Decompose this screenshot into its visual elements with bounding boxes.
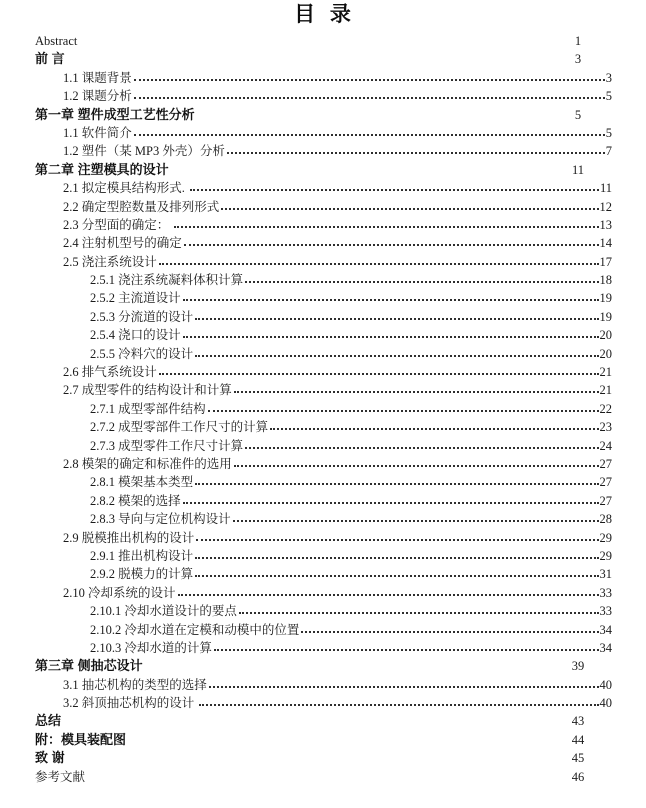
- dot-leader: [199, 704, 598, 706]
- toc-entry: [35, 602, 612, 620]
- toc-entry-label: 2.10.2 冷却水道在定模和动模中的位置: [90, 622, 300, 637]
- toc-entry-label: 2.2 确定型腔数量及排列形式: [63, 199, 220, 214]
- toc-entry-label: 附：模具装配图: [35, 731, 127, 747]
- toc-entry-label: 1.1 软件简介: [63, 125, 132, 140]
- toc-entry: [35, 418, 612, 436]
- toc-entry: [35, 529, 612, 547]
- toc-entry-label: 1.1 课题背景: [63, 70, 132, 85]
- dot-leader: [190, 189, 599, 191]
- toc-entry-label: 2.8.3 导向与定位机构设计: [90, 512, 231, 527]
- toc-entry-page: 44: [571, 732, 585, 747]
- toc-entry: [35, 547, 612, 565]
- toc-entry: [35, 565, 612, 583]
- dot-leader: [239, 612, 599, 614]
- toc-entry-page: 34: [599, 622, 612, 637]
- toc-entry: [35, 639, 612, 657]
- toc-entry-label: 2.5 浇注系统设计: [63, 254, 157, 269]
- toc-entry-label: 2.8.2 模架的选择: [90, 493, 181, 508]
- toc-entry-page: 5: [605, 125, 612, 140]
- dot-leader: [134, 134, 605, 136]
- dot-leader: [270, 428, 598, 430]
- toc-entry-label: 第二章 注塑模具的设计: [35, 161, 169, 177]
- toc-entry-page: 40: [599, 696, 612, 711]
- toc-entry-label: 第一章 塑件成型工艺性分析: [35, 106, 195, 122]
- toc-entry-label: 2.4 注射机型号的确定: [63, 236, 182, 251]
- toc-entry-label: 2.1 拟定模具结构形式.: [63, 181, 189, 196]
- toc-entry-page: 39: [571, 659, 585, 674]
- toc-entry: [35, 381, 612, 399]
- toc-entry-label: 3.1 抽芯机构的类型的选择: [63, 677, 207, 692]
- toc-entry: [35, 345, 612, 363]
- dot-leader: [195, 483, 598, 485]
- toc-entry-page: 11: [571, 162, 585, 177]
- dot-leader: [301, 631, 598, 633]
- toc-entry: [35, 749, 612, 767]
- toc-entry: [35, 712, 612, 730]
- dot-leader: [134, 97, 605, 99]
- toc-entry-page: 27: [599, 493, 612, 508]
- toc-entry: [35, 308, 612, 326]
- dot-leader: [233, 520, 599, 522]
- toc-entry: [35, 676, 612, 694]
- toc-entry-label: 2.5.3 分流道的设计: [90, 309, 194, 324]
- toc-entry-page: 19: [599, 291, 612, 306]
- dot-leader: [183, 336, 599, 338]
- dot-leader: [195, 557, 598, 559]
- toc-entry: [35, 234, 612, 252]
- toc-entry: [35, 124, 612, 142]
- toc-entry-label: 致 谢: [35, 750, 65, 766]
- toc-entry-page: 20: [599, 346, 612, 361]
- toc-entry-label: 1.2 课题分析: [63, 89, 132, 104]
- dot-leader: [184, 244, 599, 246]
- toc-entry: [35, 326, 612, 344]
- dot-leader: [245, 281, 598, 283]
- toc-entry: [35, 768, 612, 786]
- toc-entry: [35, 731, 612, 749]
- toc-entry: [35, 50, 612, 68]
- dot-leader: [159, 373, 599, 375]
- toc-entry-label: 2.9.1 推出机构设计: [90, 548, 194, 563]
- toc-entry-page: 12: [599, 199, 612, 214]
- toc-entry-page: 33: [599, 585, 612, 600]
- toc-entry-label: 2.10.1 冷却水道设计的要点: [90, 604, 237, 619]
- toc-entry-page: 5: [605, 89, 612, 104]
- toc-entry-page: 14: [599, 236, 612, 251]
- toc-entry-page: 34: [599, 640, 612, 655]
- dot-leader: [245, 447, 598, 449]
- toc-entry-label: 3.2 斜顶抽芯机构的设计: [63, 696, 198, 711]
- toc-entry: [35, 510, 612, 528]
- toc-entry-label: Abstract: [35, 34, 78, 48]
- toc-entry-label: 2.5.1 浇注系统凝料体积计算: [90, 273, 244, 288]
- toc-entry-page: 24: [599, 438, 612, 453]
- toc-entry-page: 29: [599, 530, 612, 545]
- dot-leader: [209, 686, 599, 688]
- toc-entry-page: 31: [599, 567, 612, 582]
- toc-entry-label: 2.6 排气系统设计: [63, 365, 157, 380]
- dot-leader: [196, 539, 598, 541]
- toc-entry-page: 43: [571, 714, 585, 729]
- toc-entry: [35, 216, 612, 234]
- toc-entry-page: 27: [599, 456, 612, 471]
- toc-entry-page: 17: [599, 254, 612, 269]
- dot-leader: [227, 152, 605, 154]
- toc-entry-label: 2.7.2 成型零部件工作尺寸的计算: [90, 420, 269, 435]
- toc-entry-page: 11: [599, 181, 612, 196]
- dot-leader: [221, 208, 598, 210]
- toc-entry-label: 2.7.1 成型零部件结构: [90, 401, 206, 416]
- toc-entry: [35, 87, 612, 105]
- toc-entry: [35, 32, 612, 50]
- toc-entry: [35, 584, 612, 602]
- toc-entry-label: 1.2 塑件（某 MP3 外壳）分析: [63, 144, 225, 159]
- dot-leader: [195, 575, 598, 577]
- toc-entry-page: 22: [599, 401, 612, 416]
- toc-entry-page: 45: [571, 751, 585, 766]
- toc-entry: [35, 161, 612, 179]
- toc-entry: [35, 621, 612, 639]
- toc-entry: [35, 142, 612, 160]
- dot-leader: [214, 649, 599, 651]
- toc-list: [35, 32, 612, 786]
- dot-leader: [159, 263, 599, 265]
- dot-leader: [183, 299, 599, 301]
- toc-entry-page: 13: [599, 217, 612, 232]
- toc-entry-label: 2.9.2 脱模力的计算: [90, 567, 194, 582]
- toc-entry-label: 第三章 侧抽芯设计: [35, 658, 143, 674]
- dot-leader: [195, 355, 598, 357]
- toc-entry-page: 20: [599, 328, 612, 343]
- toc-entry-label: 2.7 成型零件的结构设计和计算: [63, 383, 232, 398]
- toc-entry: [35, 400, 612, 418]
- toc-entry-page: 23: [599, 420, 612, 435]
- dot-leader: [195, 318, 598, 320]
- toc-entry-label: 2.9 脱模推出机构的设计: [63, 530, 195, 545]
- toc-entry: [35, 363, 612, 381]
- toc-entry-page: 40: [599, 677, 612, 692]
- toc-entry-label: 2.8 模架的确定和标准件的选用: [63, 456, 232, 471]
- page-title: 目 录: [294, 3, 352, 26]
- toc-entry: [35, 657, 612, 675]
- toc-entry-page: 19: [599, 309, 612, 324]
- toc-entry-page: 46: [571, 769, 585, 784]
- toc-entry: [35, 694, 612, 712]
- toc-entry: [35, 179, 612, 197]
- toc-entry-label: 2.10.3 冷却水道的计算: [90, 640, 212, 655]
- toc-entry-label: 2.3 分型面的确定：: [63, 217, 173, 232]
- dot-leader: [178, 594, 599, 596]
- toc-entry-label: 2.5.2 主流道设计: [90, 291, 181, 306]
- toc-entry-label: 参考文献: [35, 769, 86, 784]
- toc-entry-page: 21: [599, 365, 612, 380]
- dot-leader: [134, 79, 605, 81]
- toc-entry: [35, 289, 612, 307]
- dot-leader: [174, 226, 598, 228]
- toc-entry-page: 28: [599, 512, 612, 527]
- toc-entry-page: 18: [599, 273, 612, 288]
- toc-entry-label: 2.5.5 冷料穴的设计: [90, 346, 194, 361]
- toc-entry-label: 2.7.3 成型零件工作尺寸计算: [90, 438, 244, 453]
- toc-entry-page: 33: [599, 604, 612, 619]
- toc-entry-page: 29: [599, 548, 612, 563]
- toc-entry: [35, 198, 612, 216]
- toc-entry-page: 3: [574, 52, 582, 67]
- toc-entry: [35, 437, 612, 455]
- toc-entry: [35, 106, 612, 124]
- toc-entry: [35, 492, 612, 510]
- toc-entry-label: 2.10 冷却系统的设计: [63, 585, 176, 600]
- toc-entry-page: 5: [574, 107, 582, 122]
- toc-entry-label: 2.8.1 模架基本类型: [90, 475, 194, 490]
- toc-entry-page: 1: [574, 34, 582, 48]
- toc-entry-page: 7: [605, 144, 612, 159]
- dot-leader: [234, 391, 599, 393]
- toc-entry: [35, 69, 612, 87]
- toc-entry: [35, 253, 612, 271]
- toc-entry: [35, 473, 612, 491]
- toc-entry-label: 2.5.4 浇口的设计: [90, 328, 181, 343]
- dot-leader: [183, 502, 599, 504]
- toc-entry-label: 总结: [35, 713, 62, 729]
- toc-entry: [35, 271, 612, 289]
- toc-entry-label: 前 言: [35, 51, 65, 67]
- toc-entry-page: 3: [605, 70, 612, 85]
- dot-leader: [208, 410, 599, 412]
- dot-leader: [234, 465, 599, 467]
- toc-entry-page: 27: [599, 475, 612, 490]
- toc-entry: [35, 455, 612, 473]
- toc-entry-page: 21: [599, 383, 612, 398]
